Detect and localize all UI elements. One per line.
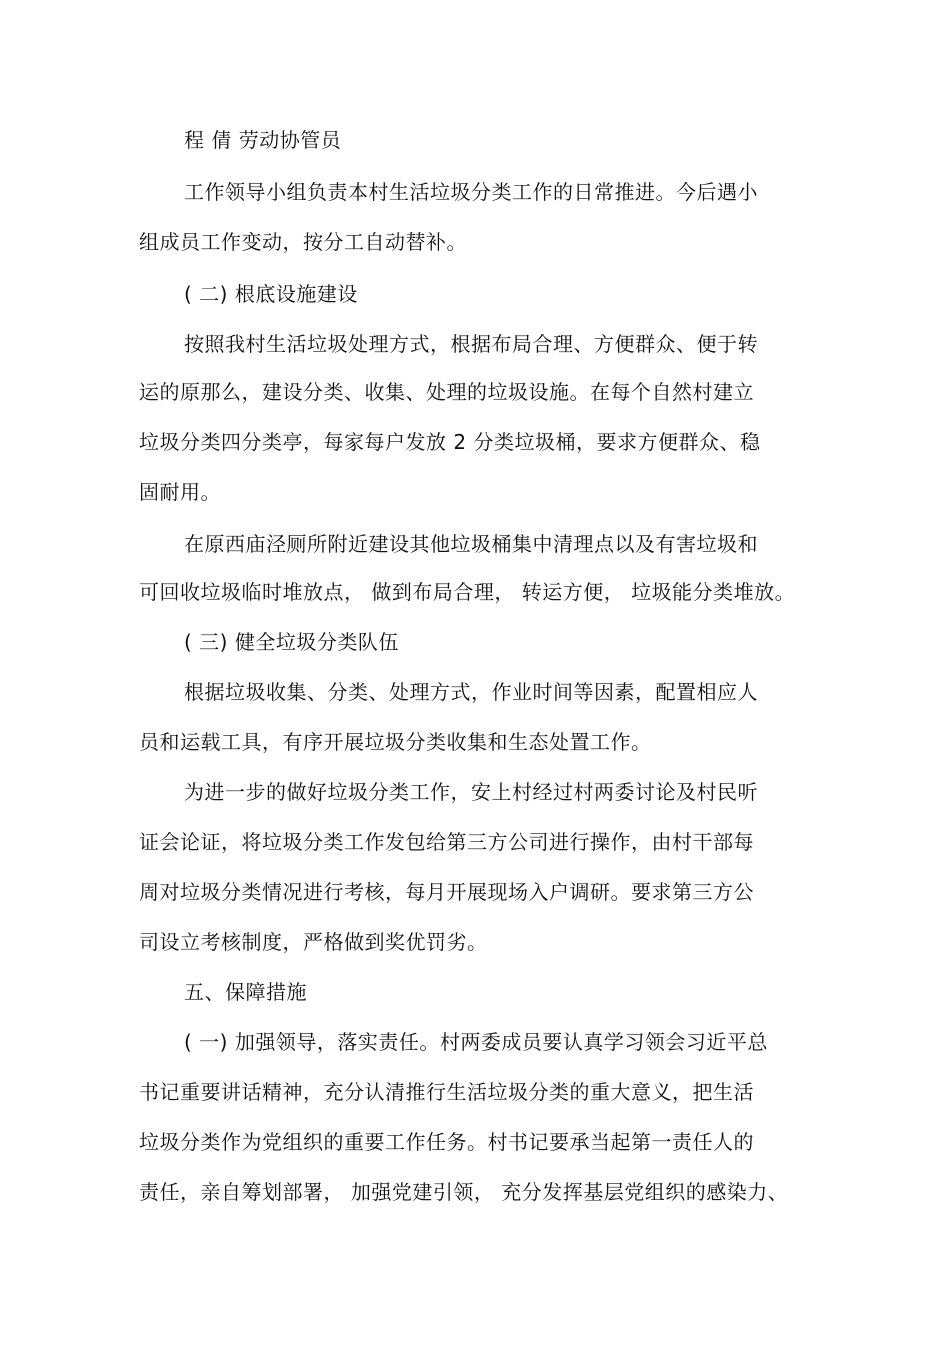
paragraph-line: ( 一) 加强领导，落实责任。村两委成员要认真学习领会习近平总 — [184, 1030, 768, 1054]
paragraph-line: 垃圾分类四分类亭，每家每户发放 2 分类垃圾桶，要求方便群众、稳 — [139, 430, 761, 454]
paragraph-line: 工作领导小组负责本村生活垃圾分类工作的日常推进。今后遇小 — [184, 180, 758, 204]
paragraph-line: 固耐用。 — [139, 480, 221, 504]
paragraph-line: 在原西庙泾厕所附近建设其他垃圾桶集中清理点以及有害垃圾和 — [184, 532, 758, 556]
paragraph-line: 运的原那么，建设分类、收集、处理的垃圾设施。在每个自然村建立 — [139, 380, 754, 404]
paragraph-line: 按照我村生活垃圾处理方式，根据布局合理、方便群众、便于转 — [184, 332, 758, 356]
section-heading: ( 二) 根底设施建设 — [184, 282, 358, 306]
paragraph-line: 垃圾分类作为党组织的重要工作任务。村书记要承当起第一责任人的 — [139, 1130, 754, 1154]
paragraph-line: 组成员工作变动，按分工自动替补。 — [139, 230, 467, 254]
section-heading: ( 三) 健全垃圾分类队伍 — [184, 630, 399, 654]
paragraph-line: 责任，亲自筹划部署， 加强党建引领， 充分发挥基层党组织的感染力、 — [139, 1180, 789, 1204]
paragraph-line: 根据垃圾收集、分类、处理方式，作业时间等因素，配置相应人 — [184, 680, 758, 704]
staff-name-line: 程 倩 劳动协管员 — [184, 128, 342, 152]
paragraph-line: 证会论证，将垃圾分类工作发包给第三方公司进行操作，由村干部每 — [139, 830, 754, 854]
paragraph-line: 书记重要讲话精神，充分认清推行生活垃圾分类的重大意义，把生活 — [139, 1080, 754, 1104]
paragraph-line: 员和运载工具，有序开展垃圾分类收集和生态处置工作。 — [139, 730, 652, 754]
section-heading: 五、保障措施 — [184, 980, 307, 1004]
paragraph-line: 周对垃圾分类情况进行考核，每月开展现场入户调研。要求第三方公 — [139, 880, 754, 904]
paragraph-line: 司设立考核制度，严格做到奖优罚劣。 — [139, 930, 488, 954]
paragraph-line: 可回收垃圾临时堆放点， 做到布局合理， 转运方便， 垃圾能分类堆放。 — [139, 580, 796, 604]
paragraph-line: 为进一步的做好垃圾分类工作，安上村经过村两委讨论及村民听 — [184, 780, 758, 804]
